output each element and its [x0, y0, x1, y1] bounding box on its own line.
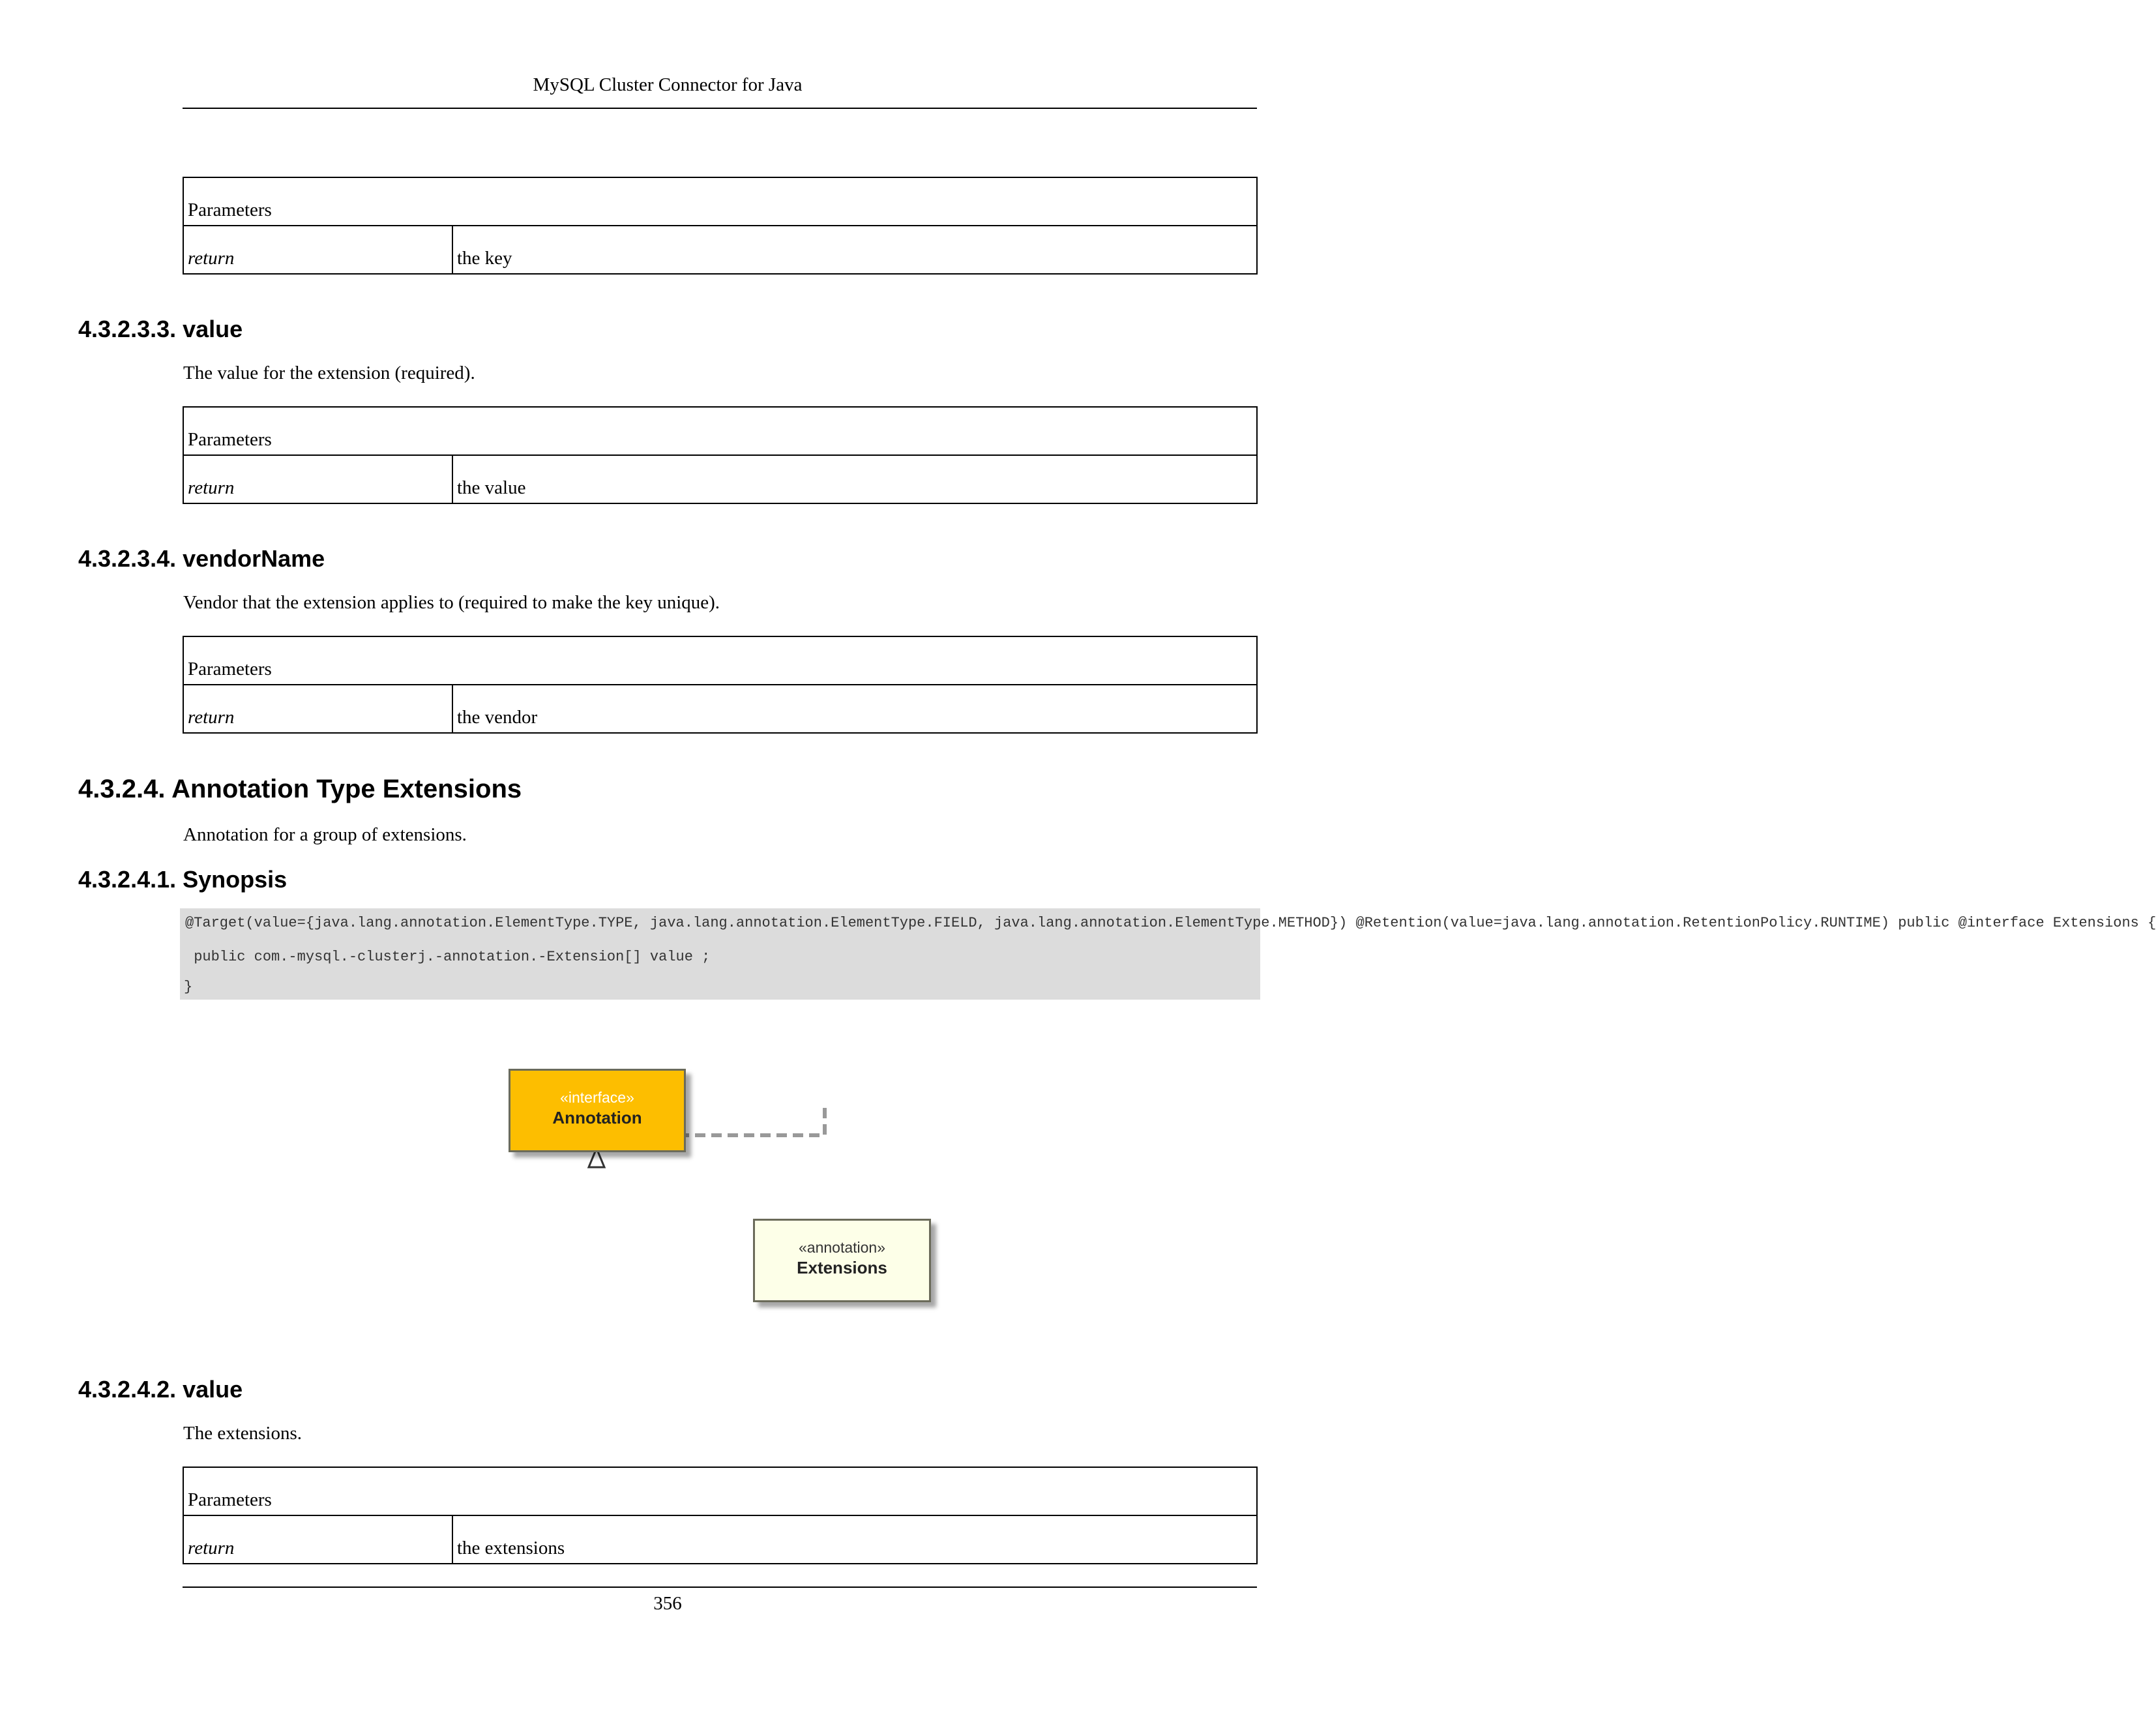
table-cell-value: the value [452, 455, 1257, 503]
page-number: 356 [653, 1593, 682, 1614]
section-heading-extensions: 4.3.2.4. Annotation Type Extensions [78, 775, 522, 803]
section-description-value: The value for the extension (required). [183, 363, 475, 383]
code-line: public com.-mysql.-clusterj.-annotation.-Extension[] value ; [185, 949, 711, 965]
table-cell-key: return [183, 455, 452, 503]
table-cell-value: the extensions [452, 1515, 1257, 1564]
uml-interface-box [509, 1069, 686, 1152]
table-header: Parameters [183, 636, 1257, 685]
section-description-extensions-value: The extensions. [183, 1423, 303, 1444]
code-line: } [184, 979, 193, 995]
table-cell-value: the vendor [452, 685, 1257, 733]
table-header: Parameters [183, 407, 1257, 455]
section-heading-vendor-name: 4.3.2.3.4. vendorName [78, 545, 325, 572]
table-header: Parameters [183, 177, 1257, 226]
page-header-title: MySQL Cluster Connector for Java [533, 74, 803, 95]
section-heading-synopsis: 4.3.2.4.1. Synopsis [78, 866, 288, 893]
table-header: Parameters [183, 1467, 1257, 1515]
uml-stereotype: «interface» [560, 1089, 634, 1106]
table-cell-value: the key [452, 226, 1257, 274]
section-description-extensions: Annotation for a group of extensions. [183, 824, 467, 845]
uml-class-name: Extensions [797, 1258, 887, 1277]
footer-rule [183, 1586, 1257, 1588]
table-cell-key: return [183, 685, 452, 733]
parameters-table-extensions [183, 1467, 1258, 1564]
section-description-vendor-name: Vendor that the extension applies to (required to make the key unique). [183, 592, 720, 613]
table-cell-key: return [183, 226, 452, 274]
code-line: @Target(value={java.lang.annotation.ElementType.TYPE, java.lang.annotation.ElementType.FIELD, java.lang.annotation.ElementType.METHOD}) @Retention(value=java.lang.annotation.RetentionPolicy.RUNTIME) public @interface Extensions { [185, 915, 2156, 931]
uml-class-name: Annotation [552, 1108, 642, 1127]
uml-stereotype: «annotation» [798, 1239, 885, 1256]
section-heading-value: 4.3.2.3.3. value [78, 316, 243, 342]
section-heading-extensions-value: 4.3.2.4.2. value [78, 1376, 243, 1403]
uml-annotation-box [753, 1219, 931, 1302]
table-cell-key: return [183, 1515, 452, 1564]
